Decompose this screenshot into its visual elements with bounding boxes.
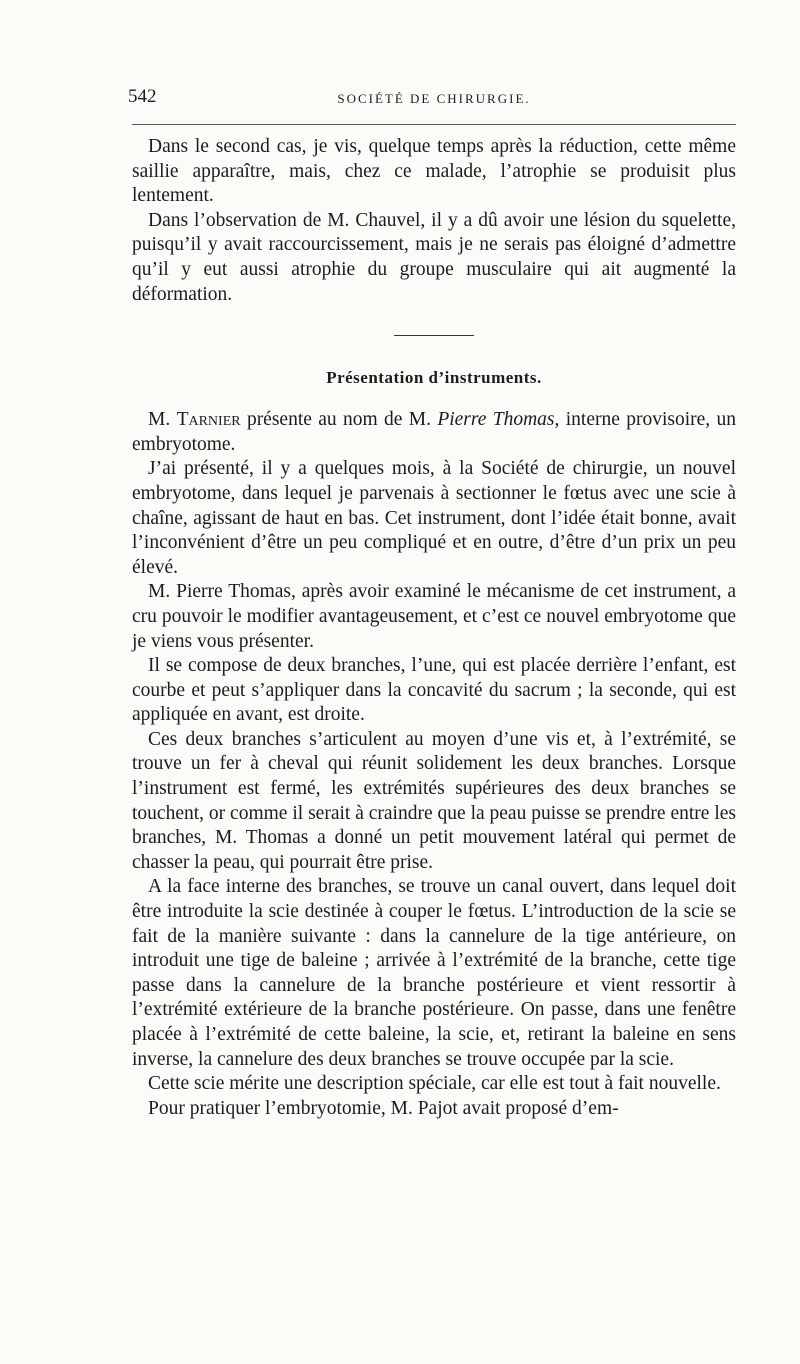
lead-rest: interne provisoire, un embryotome. bbox=[132, 409, 736, 455]
paragraph: Il se compose de deux branches, l’une, qui est placée derrière l’enfant, est courbe et peut s’appliquer dans la concavité du sacrum ; la seconde, qui est appliquée en avant, est droite. bbox=[132, 655, 736, 726]
paragraph: M. Pierre Thomas, après avoir examiné le mécanisme de cet instrument, a cru pouvoir le modifier avantageusement, et c’est ce nouvel embryotome que je viens vous présenter. bbox=[132, 581, 736, 652]
running-title: SOCIÉTÉ DE CHIRURGIE. bbox=[337, 91, 531, 106]
section-title: Présentation d’instruments. bbox=[326, 368, 542, 388]
paragraph: J’ai présenté, il y a quelques mois, à la Société de chirurgie, un nouvel embryotome, dans lequel je parvenais à sectionner le fœtus avec une scie à chaîne, agissant de haut en bas. Cet instrument, dont l’idée était bonne, avait l’inconvénient d’être un peu compliqué et en outre, d’être d’un prix un peu élevé. bbox=[132, 458, 736, 578]
section-separator bbox=[394, 335, 474, 336]
paragraph: A la face interne des branches, se trouve un canal ouvert, dans lequel doit être introduite la scie destinée à couper le fœtus. L’introduction de la scie se fait de la manière suivante : dans la cannelure de la tige antérieure, on introduit une tige de baleine ; arrivée à l’extrémité de la branche, cette tige passe dans la cannelure de la branche postérieure et vient ressortir à l’extrémité extérieure de la branche postérieure. On passe, dans une fenêtre placée à l’extrémité de cette baleine, la scie, et, retirant la baleine en sens inverse, la cannelure des deux branches se trouve occupée par la scie. bbox=[132, 876, 736, 1070]
paragraph: Dans l’observation de M. Chauvel, il y a dû avoir une lésion du squelette, puisqu’il y avait raccourcissement, mais je ne serais pas éloigné d’admettre qu’il y eut aussi atrophie du groupe musculaire qui ait augmenté la déformation. bbox=[132, 209, 736, 305]
lead-middle: présente au nom de M. bbox=[246, 409, 431, 431]
book-page bbox=[128, 86, 736, 1121]
header-rule bbox=[132, 124, 736, 125]
paragraph: Cette scie mérite une description spéciale, car elle est tout à fait nouvelle. bbox=[148, 1073, 721, 1095]
lead-paragraph bbox=[132, 408, 736, 457]
paragraph: Dans le second cas, je vis, quelque temps après la réduction, cette même saillie apparaître, mais, chez ce malade, l’atrophie se produisit plus lentement. bbox=[132, 136, 736, 207]
lead-prefix: M. bbox=[148, 409, 171, 431]
paragraph: Ces deux branches s’articulent au moyen d’une vis et, à l’extrémité, se trouve un fer à cheval qui réunit solidement les deux branches. Lorsque l’instrument est fermé, les extrémités supérieures des deux branches se touchent, or comme il serait à craindre que la peau puisse se prendre entre les branches, M. Thomas a donné un petit mouvement latéral qui permet de chasser la peau, qui pourrait être prise. bbox=[132, 728, 736, 873]
page-number: 542 bbox=[128, 86, 157, 107]
author-name: Tarnier bbox=[176, 409, 241, 431]
running-header bbox=[128, 86, 736, 116]
presenter-name: Pierre Thomas, bbox=[437, 409, 560, 431]
paragraph: Pour pratiquer l’embryotomie, M. Pajot avait proposé d’em- bbox=[148, 1097, 619, 1119]
